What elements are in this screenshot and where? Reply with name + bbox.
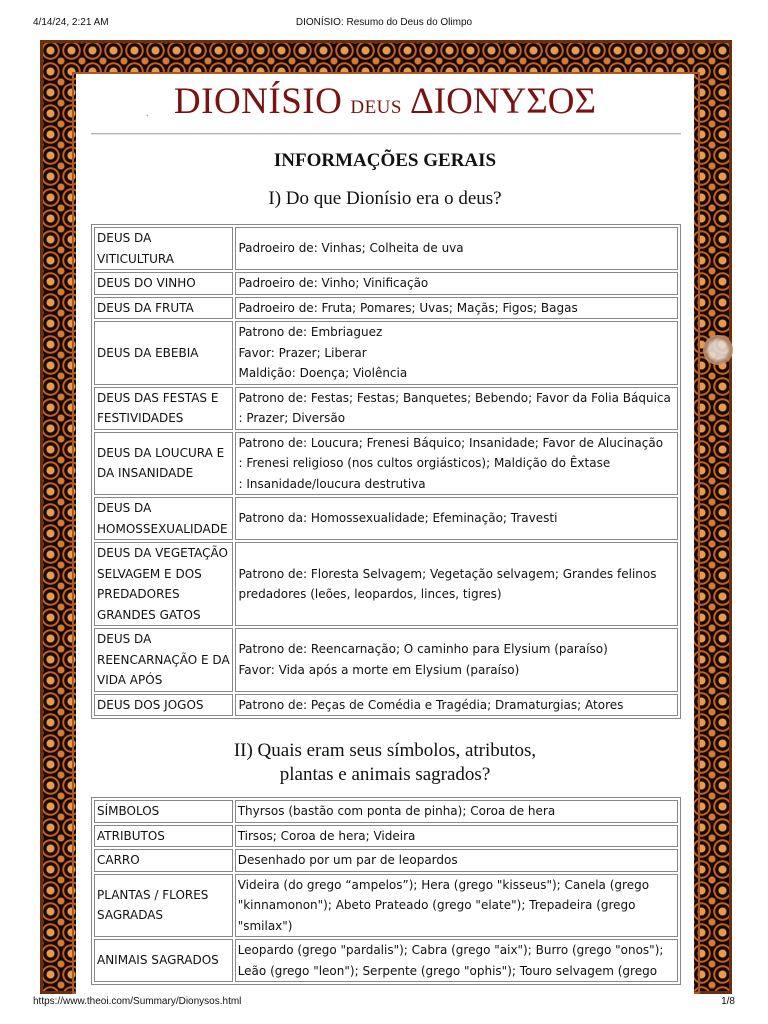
print-header	[0, 0, 768, 40]
value-cell	[235, 694, 678, 717]
table-row	[94, 849, 678, 872]
section-heading: INFORMAÇÕES GERAIS	[273, 150, 497, 171]
value-cell-line: Leão (grego "leon"); Serpente (grego "ophis"); Touro selvagem (grego	[237, 963, 658, 978]
table-row	[94, 628, 678, 692]
label-cell	[94, 825, 233, 848]
value-cell	[235, 321, 678, 385]
value-cell	[235, 227, 678, 270]
page-content	[76, 74, 694, 994]
value-cell	[235, 874, 678, 938]
value-cell-line: Patrono de: Festas; Festas; Banquetes; Bebendo; Favor da Folia Báquica	[238, 390, 671, 405]
print-datetime: 4/14/24, 2:21 AM	[33, 17, 109, 28]
value-cell	[235, 432, 678, 496]
label-cell-line: DEUS DA	[97, 231, 152, 245]
question-2	[76, 739, 694, 787]
value-cell-line: Leopardo (grego "pardalis"); Cabra (grego "aix"); Burro (grego "onos");	[237, 943, 664, 957]
label-cell	[94, 874, 233, 938]
label-cell	[94, 800, 233, 823]
value-cell	[235, 272, 678, 295]
value-cell-line: Desenhado por um par de leopardos	[237, 853, 458, 867]
table-row	[94, 542, 678, 626]
label-cell-line: DEUS DOS JOGOS	[97, 697, 204, 712]
value-cell-line: Tirsos; Coroa de hera; Videira	[237, 828, 416, 843]
label-cell-line: CARRO	[97, 853, 140, 867]
value-cell-line: Patrono de: Embriaguez	[238, 325, 383, 339]
table-row	[94, 272, 678, 295]
label-cell	[94, 227, 233, 270]
question-2-line-1: II) Quais eram seus símbolos, atributos,	[233, 740, 537, 761]
print-url[interactable]: https://www.theoi.com/Summary/Dionysos.html	[33, 996, 242, 1007]
title-dot: .	[146, 108, 149, 119]
question-2-line-2: plantas e animais sagrados?	[279, 764, 491, 785]
value-cell-line: Favor: Vida após a morte em Elysium (paraíso)	[238, 662, 520, 677]
value-cell-line: Patrono de: Peças de Comédia e Tragédia; Dramaturgias; Atores	[238, 697, 624, 712]
label-cell-line: GRANDES GATOS	[97, 607, 201, 622]
label-cell-line: REENCARNAÇÃO E DA	[97, 652, 230, 667]
label-cell-line: DEUS DA FRUTA	[97, 300, 194, 315]
value-cell	[235, 387, 678, 430]
label-cell-line: DEUS DA	[97, 632, 152, 646]
label-cell	[94, 297, 233, 320]
page-title-greek: ΔΙΟΝΥΣΟΣ	[409, 81, 597, 122]
label-cell	[94, 542, 233, 626]
label-cell-line: VIDA APÓS	[97, 673, 163, 687]
value-cell	[235, 939, 678, 982]
page-title-small: DEUS	[350, 97, 402, 118]
table-row	[94, 321, 678, 385]
label-cell-line: ANIMAIS SAGRADOS	[97, 953, 219, 968]
value-cell	[235, 297, 678, 320]
label-cell-line: DEUS DA EBEBIA	[97, 345, 199, 360]
value-cell-line: Favor: Prazer; Liberar	[238, 345, 367, 360]
label-cell	[94, 321, 233, 385]
table-row	[94, 297, 678, 320]
title-divider	[91, 133, 681, 135]
label-cell-line: SELVAGEM E DOS	[97, 566, 202, 581]
label-cell-line: PREDADORES	[97, 587, 180, 601]
value-cell-line: predadores (leões, leopardos, linces, tigres)	[238, 587, 502, 601]
label-cell	[94, 497, 233, 540]
table-row	[94, 387, 678, 430]
label-cell-line: HOMOSSEXUALIDADE	[97, 521, 228, 536]
label-cell	[94, 387, 233, 430]
value-cell-line: Videira (do grego “ampelos”); Hera (grego "kisseus"); Canela (grego	[237, 877, 650, 892]
value-cell-line: Thyrsos (bastão com ponta de pinha); Coroa de hera	[237, 804, 556, 818]
print-footer	[0, 994, 768, 1014]
label-cell	[94, 628, 233, 692]
value-cell-line: Maldição: Doença; Violência	[238, 366, 408, 380]
value-cell	[235, 849, 678, 872]
label-cell-line: FESTIVIDADES	[97, 411, 184, 425]
value-cell	[235, 542, 678, 626]
print-doc-title: DIONÍSIO: Resumo do Deus do Olimpo	[295, 17, 473, 28]
value-cell-line: : Prazer; Diversão	[238, 411, 346, 425]
label-cell	[94, 939, 233, 982]
label-cell	[94, 432, 233, 496]
table-row	[94, 800, 678, 823]
table-row	[94, 497, 678, 540]
value-cell	[235, 825, 678, 848]
value-cell	[235, 800, 678, 823]
value-cell-line: Padroeiro de: Vinhas; Colheita de uva	[238, 241, 464, 256]
value-cell-line: Patrono de: Loucura; Frenesi Báquico; Insanidade; Favor de Alucinação	[238, 435, 664, 450]
table-row	[94, 939, 678, 982]
table-row	[94, 227, 678, 270]
table-row	[94, 694, 678, 717]
table-row	[94, 432, 678, 496]
label-cell-line: VITICULTURA	[97, 251, 174, 266]
label-cell-line: DEUS DA VEGETAÇÃO	[97, 546, 228, 560]
label-cell	[94, 694, 233, 717]
table-row	[94, 825, 678, 848]
value-cell-line: Patrono de: Floresta Selvagem; Vegetação selvagem; Grandes felinos	[238, 566, 657, 581]
scroll-handle-icon[interactable]	[703, 335, 733, 365]
value-cell-line: "smilax")	[237, 918, 293, 933]
page-title	[76, 80, 694, 123]
page-title-main: DIONÍSIO	[173, 81, 343, 122]
table-symbols	[91, 797, 681, 985]
value-cell-line: : Frenesi religioso (nos cultos orgiásticos); Maldição do Êxtase	[238, 456, 611, 470]
label-cell-line: SAGRADAS	[97, 908, 164, 923]
value-cell-line: Padroeiro de: Fruta; Pomares; Uvas; Maçãs; Figos; Bagas	[238, 300, 578, 315]
label-cell-line: PLANTAS / FLORES	[97, 887, 209, 902]
label-cell	[94, 849, 233, 872]
label-cell-line: ATRIBUTOS	[97, 828, 165, 843]
question-1: I) Do que Dionísio era o deus?	[268, 188, 502, 209]
label-cell-line: DEUS DAS FESTAS E	[97, 390, 219, 405]
value-cell	[235, 497, 678, 540]
value-cell-line: "kinnamonon"); Abeto Prateado (grego "elate"); Trepadeira (grego	[237, 898, 636, 912]
value-cell	[235, 628, 678, 692]
label-cell-line: DEUS DA LOUCURA E	[97, 445, 225, 460]
label-cell-line: DEUS DO VINHO	[97, 276, 196, 290]
value-cell-line: Padroeiro de: Vinho; Vinificação	[238, 276, 429, 290]
label-cell-line: SÍMBOLOS	[97, 804, 160, 818]
value-cell-line: Patrono da: Homossexualidade; Efeminação; Travesti	[238, 511, 558, 526]
label-cell	[94, 272, 233, 295]
value-cell-line: : Insanidade/loucura destrutiva	[238, 476, 426, 491]
print-page-number: 1/8	[721, 996, 735, 1007]
label-cell-line: DA INSANIDADE	[97, 466, 194, 481]
table-row	[94, 874, 678, 938]
label-cell-line: DEUS DA	[97, 501, 152, 515]
table-deities	[91, 224, 681, 719]
value-cell-line: Patrono de: Reencarnação; O caminho para Elysium (paraíso)	[238, 642, 608, 657]
